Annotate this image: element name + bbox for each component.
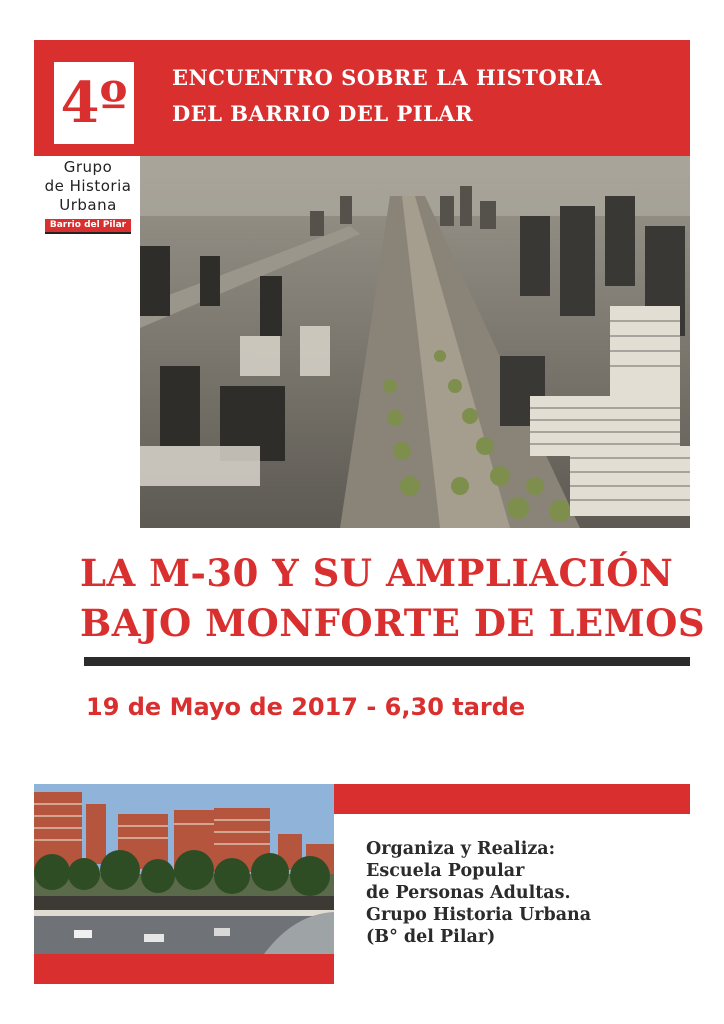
headline-line-2: BAJO MONFORTE DE LEMOS [80, 601, 706, 645]
event-date-time: 19 de Mayo de 2017 - 6,30 tarde [86, 693, 526, 721]
aerial-city-svg [140, 156, 690, 528]
logo-line-1: Grupo [63, 158, 113, 176]
organizer-line-2: Escuela Popular [366, 861, 525, 881]
headline-line-1: LA M-30 Y SU AMPLIACIÓN [80, 551, 674, 595]
event-title-line-1: ENCUENTRO SOBRE LA HISTORIA [172, 65, 603, 90]
group-logo [38, 158, 138, 256]
logo-subtitle: Barrio del Pilar [45, 219, 131, 234]
edition-number-text: 4º [60, 70, 128, 136]
organizer-line-1: Organiza y Realiza: [366, 839, 556, 859]
headline [80, 548, 710, 648]
aerial-city-illustration [140, 156, 690, 528]
organizer-line-3: de Personas Adultas. [366, 883, 571, 903]
organizer-line-4: Grupo Historia Urbana [366, 905, 592, 925]
street-photo-svg [34, 784, 334, 954]
organizer-credits [366, 838, 686, 948]
event-title [172, 60, 682, 132]
organizer-line-5: (B° del Pilar) [366, 927, 496, 947]
event-title-line-2: DEL BARRIO DEL PILAR [172, 101, 474, 126]
divider-rule [84, 657, 690, 666]
logo-line-3: Urbana [59, 196, 117, 214]
logo-line-2: de Historia [44, 177, 132, 195]
edition-number [54, 62, 134, 144]
street-photo [34, 784, 334, 954]
